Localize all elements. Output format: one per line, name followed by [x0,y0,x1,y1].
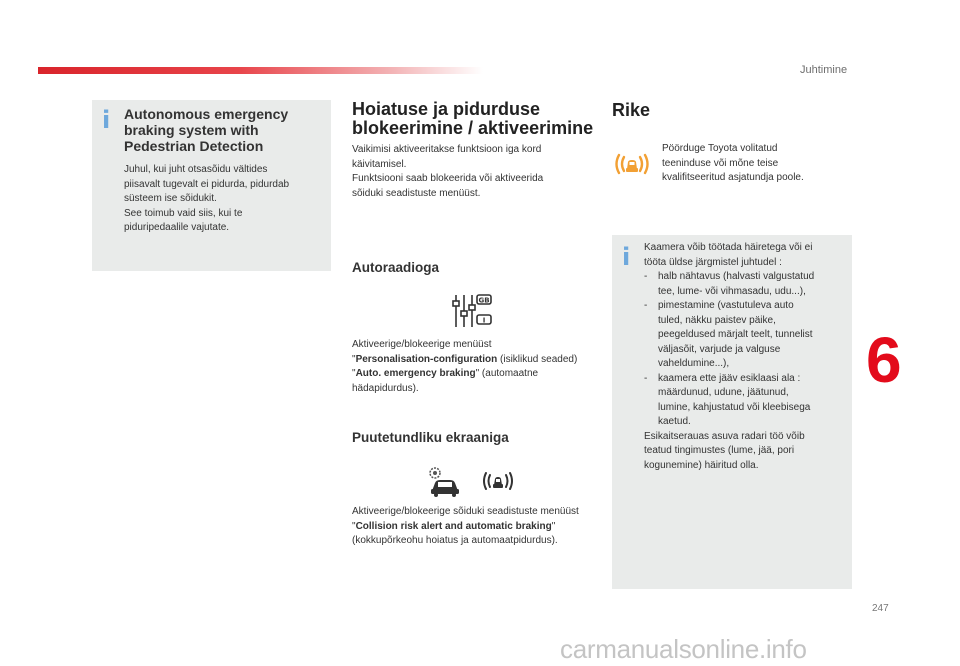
info-icon: i [102,106,111,134]
info-line: See toimub vaid siis, kui te [124,207,243,219]
fault-text [662,142,852,186]
list-line: tee, lume- või vihmasadu, udu...), [658,285,806,297]
info-box-body [644,241,848,473]
info-box-body [124,163,324,236]
info-line: Esikaitserauas asuva radari töö võib [644,430,805,442]
menu-name: Auto. emergency braking [355,368,476,379]
info-box-camera [612,235,852,589]
settings-sliders-gb-icon [450,293,494,329]
svg-text:GB: GB [478,296,490,305]
intro-paragraph [352,143,602,201]
list-item: - kaamera ette jääv esiklaasi ala : määrdunud, udune, jäätunud, lumine, kahjustatud või kleebisega kaetud. [644,372,848,430]
info-line: Juhul, kui juht otsasõidu vältides [124,164,268,175]
page-number: 247 [872,603,889,614]
info-line: piduripedaalile vajutate. [124,222,230,233]
list-line: tuled, näkku paistev päike, [658,314,776,326]
collision-warning-orange-icon [614,147,650,181]
info-box-aeb [92,100,331,271]
list-line: väljasõit, varjude ja valguse [658,343,781,355]
list-line: halb nähtavus (halvasti valgustatud [658,271,815,282]
menu-name: Collision risk alert and automatic braking [355,520,552,532]
list-line: pimestamine (vastutuleva auto [658,300,794,311]
intro-line: käivitamisel. [352,158,407,170]
list-line: vaheldumine...), [658,358,730,369]
section-heading-fault: Rike [612,100,651,120]
info-line: teatud tingimustes (lume, jää, pori [644,445,795,456]
collision-alert-icon [481,465,515,497]
subheading-autoradio: Autoraadioga [352,260,440,275]
touch-text: Aktiveerige/blokeerige sõiduki seadistuste menüüst " [352,506,579,532]
intro-line: Vaikimisi aktiveeritakse funktsioon iga kord [352,144,542,155]
list-line: kaamera ette jääv esiklaasi ala : [658,372,801,384]
chapter-number: 6 [866,324,902,396]
info-line: tööta üldse järgmistel juhtudel : [644,256,782,268]
menu-name: Personalisation-configuration [355,353,498,365]
info-icon: i [622,243,631,271]
info-box-title: Autonomous emergency braking system with Pedestrian Detection [124,106,289,154]
list-line: peegeldused märjalt teelt, tunnelist [658,329,813,340]
fault-line: kvalifitseeritud asjatundja poole. [662,172,804,183]
list-line: kaetud. [658,416,691,427]
info-line: kogunemine) häiritud olla. [644,459,759,471]
radio-text: Aktiveerige/blokeerige menüüst [352,339,492,350]
header-accent-bar [38,67,483,74]
radio-text: " (automaatne hädapidurdus). [352,368,539,394]
subheading-touchscreen: Puutetundliku ekraaniga [352,430,509,445]
list-item: - pimestamine (vastutuleva auto tuled, näkku paistev päike, peegeldused märjalt teelt, tunnelist väljasõit, varjude ja valguse vaheldumine...), [644,299,848,372]
chapter-name: Juhtimine [800,64,848,76]
car-settings-icon [426,465,462,497]
list-line: määrdunud, udune, jäätunud, [658,387,789,398]
touch-text: " (kokkupõrkeohu hoiatus ja automaatpidurdus). [352,520,558,546]
fault-line: Pöörduge Toyota volitatud [662,143,778,154]
watermark: carmanualsonline.info [560,634,807,664]
svg-text:I: I [482,316,486,325]
list-item: - halb nähtavus (halvasti valgustatud tee, lume- või vihmasadu, udu...), [644,270,848,299]
intro-line: sõiduki seadistuste menüüst. [352,187,481,199]
radio-text: (isiklikud seaded) " [352,353,578,379]
list-line: lumine, kahjustatud või kleebisega [658,401,811,413]
info-line: süsteem ise sõidukit. [124,193,217,204]
info-line: Kaamera võib töötada häiretega või ei [644,242,813,253]
intro-line: Funktsiooni saab blokeerida või aktiveerida [352,173,544,184]
fault-line: teeninduse või mõne teise [662,157,779,169]
info-line: piisavalt tugevalt ei pidurda, pidurdab [124,178,290,190]
radio-instructions: Aktiveerige/blokeerige menüüst "Personalisation-configuration (isiklikud seaded) "Auto. emergency braking" (automaatne hädapidurdus). [352,339,578,394]
touch-instructions [352,505,592,549]
section-heading: Hoiatuse ja pidurduse blokeerimine / aktiveerimine [352,99,594,138]
